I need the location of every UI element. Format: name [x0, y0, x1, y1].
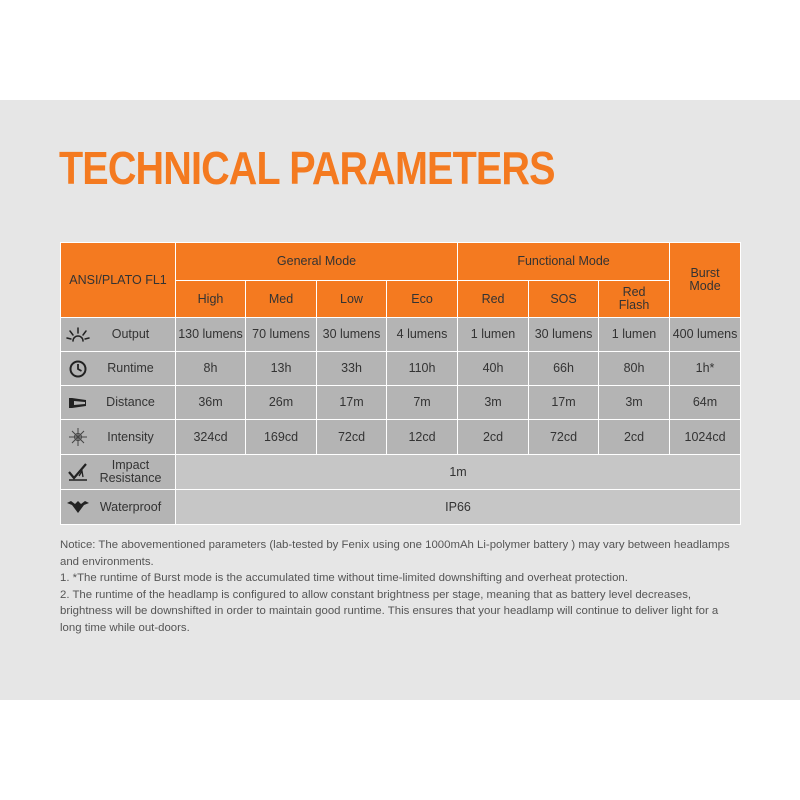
mode-high: High — [176, 281, 246, 318]
intensity-eco: 12cd — [387, 420, 458, 455]
spec-table — [60, 242, 741, 525]
mode-red: Red — [458, 281, 529, 318]
runtime-low: 33h — [317, 352, 387, 386]
general-mode-header: General Mode — [176, 243, 458, 281]
row-label-output: Output — [111, 327, 150, 341]
output-red: 1 lumen — [458, 318, 529, 352]
runtime-red-flash: 80h — [599, 352, 670, 386]
distance-med: 26m — [246, 386, 317, 420]
mode-low: Low — [317, 281, 387, 318]
waterproof-value: IP66 — [176, 490, 741, 525]
runtime-eco: 110h — [387, 352, 458, 386]
intensity-med: 169cd — [246, 420, 317, 455]
distance-high: 36m — [176, 386, 246, 420]
intensity-low: 72cd — [317, 420, 387, 455]
impact-value: 1m — [176, 455, 741, 490]
model-header: ANSI/PLATO FL1 — [61, 243, 176, 318]
intensity-high: 324cd — [176, 420, 246, 455]
clock-icon — [66, 359, 90, 379]
mode-red-flash: Red Flash — [599, 281, 670, 318]
distance-sos: 17m — [529, 386, 599, 420]
output-sos: 30 lumens — [529, 318, 599, 352]
runtime-red: 40h — [458, 352, 529, 386]
intensity-sos: 72cd — [529, 420, 599, 455]
intensity-red: 2cd — [458, 420, 529, 455]
row-label-distance: Distance — [106, 395, 155, 409]
burst-mode-header: Burst Mode — [670, 243, 741, 318]
impact-row — [61, 455, 741, 490]
distance-low: 17m — [317, 386, 387, 420]
distance-red-flash: 3m — [599, 386, 670, 420]
mode-med: Med — [246, 281, 317, 318]
output-high: 130 lumens — [176, 318, 246, 352]
waterproof-row — [61, 490, 741, 525]
intensity-row — [61, 420, 741, 455]
output-burst: 400 lumens — [670, 318, 741, 352]
output-med: 70 lumens — [246, 318, 317, 352]
waterproof-icon — [66, 497, 90, 517]
distance-eco: 7m — [387, 386, 458, 420]
page-title: TECHNICAL PARAMETERS — [59, 142, 555, 194]
intensity-star-icon — [66, 427, 90, 447]
mode-sos: SOS — [529, 281, 599, 318]
notes — [60, 537, 740, 636]
intensity-burst: 1024cd — [670, 420, 741, 455]
impact-resistance-icon — [66, 462, 90, 482]
row-label-impact: Impact Resistance — [99, 458, 162, 485]
intensity-red-flash: 2cd — [599, 420, 670, 455]
output-row — [61, 318, 741, 352]
note-2: 2. The runtime of the headlamp is configured to allow constant brightness per stage, meaning that as battery level decreases, brightness will be downshifted in order to maintain good runtime. This ensures that your headlamp will continue to deliver light for a long time while out-doors. — [60, 588, 719, 634]
output-rays-icon — [66, 325, 90, 345]
output-red-flash: 1 lumen — [599, 318, 670, 352]
runtime-burst: 1h* — [670, 352, 741, 386]
row-label-intensity: Intensity — [107, 429, 154, 444]
row-label-waterproof: Waterproof — [99, 499, 162, 514]
distance-burst: 64m — [670, 386, 741, 420]
runtime-high: 8h — [176, 352, 246, 386]
runtime-med: 13h — [246, 352, 317, 386]
output-eco: 4 lumens — [387, 318, 458, 352]
distance-red: 3m — [458, 386, 529, 420]
mode-eco: Eco — [387, 281, 458, 318]
row-label-runtime: Runtime — [107, 361, 154, 375]
runtime-row — [61, 352, 741, 386]
output-low: 30 lumens — [317, 318, 387, 352]
notice-text: Notice: The abovementioned parameters (lab-tested by Fenix using one 1000mAh Li-polymer battery ) may vary between headlamps and environments. — [60, 539, 730, 568]
functional-mode-header: Functional Mode — [458, 243, 670, 281]
runtime-sos: 66h — [529, 352, 599, 386]
note-1: 1. *The runtime of Burst mode is the accumulated time without time-limited downshifting and overheat protection. — [60, 572, 628, 584]
beam-distance-icon — [66, 393, 90, 413]
distance-row — [61, 386, 741, 420]
